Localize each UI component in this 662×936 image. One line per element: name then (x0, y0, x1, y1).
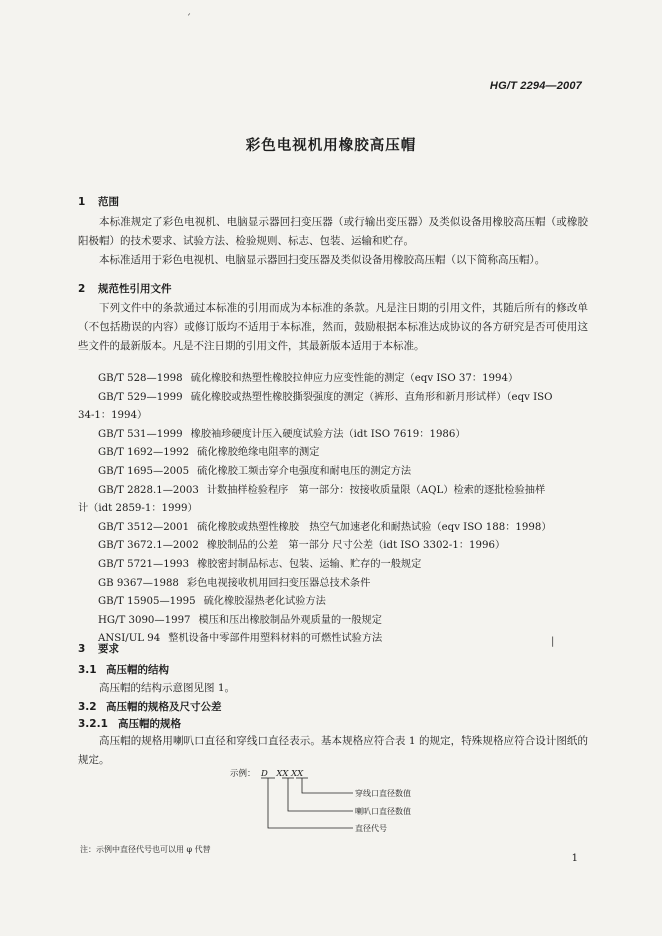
reference-item: ANSI/UL 94 整机设备中零部件用塑料材料的可燃性试验方法 (98, 633, 383, 645)
section-title: 规范性引用文件 (98, 283, 172, 295)
subsection-3-1-paragraph: 高压帽的结构示意图见图 1。 (99, 682, 236, 694)
reference-item: HG/T 3090—1997 模压和压出橡胶制品外观质量的一般规定 (98, 614, 382, 626)
reference-item: GB/T 15905—1995 硫化橡胶湿热老化试验方法 (98, 596, 326, 608)
section-number: 2 (78, 283, 86, 295)
section-title: 高压帽的结构 (106, 664, 169, 676)
leader-lines (230, 766, 460, 846)
label-outlet-diameter: 穿线口直径数值 (355, 789, 411, 798)
reference-item: GB/T 5721—1993 橡胶密封制品标志、包装、运输、贮存的一般规定 (98, 558, 422, 570)
subsection-3-2-heading (78, 699, 222, 714)
section-title: 范围 (98, 196, 119, 208)
scan-speck: ˊ (186, 14, 191, 25)
section-number: 3.2.1 (78, 718, 108, 730)
section-number: 3.1 (78, 664, 97, 676)
section-2-paragraph: 下列文件中的条款通过本标准的引用而成为本标准的条款。凡是注日期的引用文件，其随后所有的修改单（不包括勘误的内容）或修订版均不适用于本标准，然而，鼓励根据本标准达成协议的各方研究是否可使用这些文件的最新版本。凡是不注日期的引用文件，其最新版本适用于本标准。 (78, 302, 588, 352)
section-number: 1 (78, 196, 86, 208)
section-title: 高压帽的规格及尺寸公差 (106, 701, 222, 713)
section-3-heading (78, 641, 119, 656)
reference-item: GB/T 3672.1—2002 橡胶制品的公差 第一部分 尺寸公差（idt ISO 3302-1：1996） (98, 540, 506, 552)
subsection-3-2-1-paragraph: 高压帽的规格用喇叭口直径和穿线口直径表示。基本规格应符合表 1 的规定，特殊规格应符合设计图纸的规定。 (78, 735, 588, 766)
section-number: 3 (78, 643, 86, 655)
reference-item: GB/T 1692—1992 硫化橡胶绝缘电阻率的测定 (98, 447, 320, 459)
reference-item: GB/T 531—1999 橡胶袖珍硬度计压入硬度试验方法（idt ISO 7619：1986） (98, 428, 466, 440)
label-flare-diameter: 喇叭口直径数值 (355, 807, 411, 816)
designation-example-diagram (230, 766, 460, 846)
example-lead: 示例： (230, 769, 256, 779)
reference-item: GB/T 528—1998 硫化橡胶和热塑性橡胶拉伸应力应变性能的测定（eqv ISO 37：1994） (98, 373, 519, 384)
page-number: 1 (571, 853, 578, 864)
document-title: 彩色电视机用橡胶高压帽 (245, 138, 417, 154)
subsection-3-2-1-heading (78, 716, 181, 731)
designation-characters: D XX XX (261, 769, 304, 779)
section-2-heading (78, 281, 172, 296)
section-number: 3.2 (78, 701, 97, 713)
section-1-heading (78, 194, 119, 209)
section-1-paragraph-2: 本标准适用于彩色电视机、电脑显示器回扫变压器及类似设备用橡胶高压帽（以下简称高压帽）。 (99, 254, 546, 266)
section-title: 高压帽的规格 (118, 718, 181, 730)
diagram-note: 注：示例中直径代号也可以用 φ 代替 (80, 845, 211, 854)
section-title: 要求 (98, 643, 119, 655)
scan-speck: | (551, 636, 555, 647)
normative-references-list (78, 370, 594, 649)
label-diameter-code: 直径代号 (355, 824, 387, 833)
standard-code: HG/T 2294—2007 (489, 80, 582, 92)
reference-item: GB/T 529—1999 硫化橡胶或热塑性橡胶撕裂强度的测定（裤形、直角形和新月形试样）（eqv ISO 34-1：1994） (78, 391, 553, 422)
section-1-paragraph-1: 本标准规定了彩色电视机、电脑显示器回扫变压器（或行输出变压器）及类似设备用橡胶高压帽（或橡胶阳极帽）的技术要求、试验方法、检验规则、标志、包装、运输和贮存。 (78, 216, 588, 247)
subsection-3-1-heading (78, 662, 169, 677)
reference-item: GB/T 1695—2005 硫化橡胶工频击穿介电强度和耐电压的测定方法 (98, 465, 412, 477)
reference-item: GB/T 3512—2001 硫化橡胶或热塑性橡胶 热空气加速老化和耐热试验（eqv ISO 188：1998） (98, 521, 552, 533)
reference-item: GB/T 2828.1—2003 计数抽样检验程序 第一部分：按接收质量限（AQL）检索的逐批检验抽样 计（idt 2859-1：1999） (78, 484, 546, 515)
reference-item: GB 9367—1988 彩色电视接收机用回扫变压器总技术条件 (98, 577, 371, 589)
